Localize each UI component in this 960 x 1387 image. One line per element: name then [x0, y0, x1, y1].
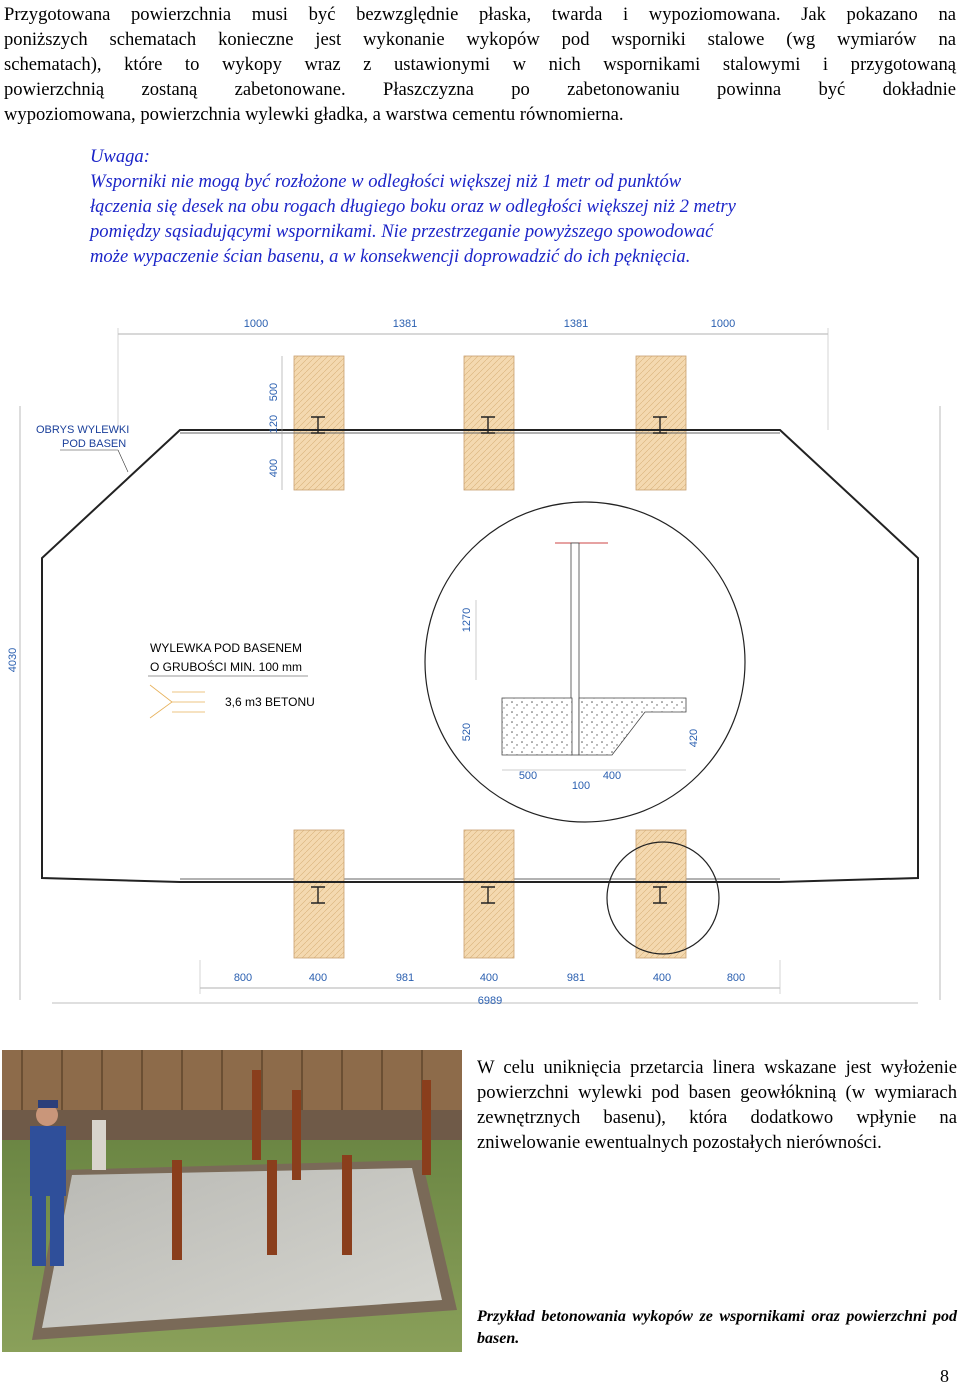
warning-line: Wsporniki nie mogą być rozłożone w odległości większej niż 1 metr od punktów — [90, 171, 682, 192]
intro-paragraph — [4, 2, 956, 127]
slab-outline — [42, 430, 918, 882]
top-dim-2: 1381 — [392, 318, 418, 330]
detail-circle — [425, 502, 745, 822]
intro-line: Przygotowana powierzchnia musi być bezwzględnie płaska, twarda i wypoziomowana. Jak pokazano na — [4, 4, 956, 25]
bottom-dim-5: 981 — [566, 972, 586, 984]
footing-depth-dim: 520 — [461, 722, 473, 742]
height-dim: 4030 — [7, 647, 19, 673]
concrete-volume-label: 3,6 m3 BETONU — [225, 695, 315, 709]
footings-top — [294, 356, 686, 490]
slab-label-line1: WYLEWKA POD BASENEM — [150, 641, 303, 655]
slab-depth-dim: 420 — [688, 728, 700, 748]
top-dim-1: 1000 — [243, 318, 269, 330]
post-height-dim: 1270 — [461, 607, 473, 633]
warning-note — [90, 144, 890, 269]
top-dim-3: 1381 — [563, 318, 589, 330]
outline-label-line1: OBRYS WYLEWKI — [36, 424, 130, 436]
post-section-detail — [461, 543, 700, 792]
warning-line: może wypaczenie ścian basenu, a w konsekwencji doprowadzić do ich pęknięcia. — [90, 246, 691, 267]
top-dim-4: 1000 — [710, 318, 736, 330]
intro-line: schematach), które to wykopy wraz z ustawionymi w nich wspornikami stalowymi i przygotowaną — [4, 54, 956, 75]
warning-line: pomiędzy sąsiadującymi wspornikami. Nie przestrzeganie powyższego spowodować — [90, 221, 714, 242]
left-dim-2: 120 — [268, 414, 280, 434]
foundation-plan-diagram — [0, 300, 960, 1010]
left-dim-3: 400 — [268, 458, 280, 478]
intro-line: poniższych schematach konieczne jest wykonanie wykopów pod wsporniki stalowe (wg wymiarów na — [4, 29, 956, 50]
post-width-dim: 100 — [571, 780, 591, 792]
total-width-dim: 6989 — [477, 995, 503, 1007]
bottom-dim-7: 800 — [726, 972, 746, 984]
warning-line: łączenia się desek na obu rogach długiego boku oraz w odległości większej niż 2 metry — [90, 196, 736, 217]
bottom-dim-2: 400 — [308, 972, 328, 984]
left-dim-1: 500 — [268, 382, 280, 402]
page-number: 8 — [940, 1366, 949, 1386]
slab-width-dim: 400 — [602, 770, 622, 782]
intro-line: wypoziomowana, powierzchnia wylewki gładka, a warstwa cementu równomierna. — [4, 104, 624, 125]
bottom-dim-1: 800 — [233, 972, 253, 984]
warning-heading: Uwaga: — [90, 146, 150, 167]
concrete-symbol — [150, 685, 205, 718]
footings-bottom — [294, 830, 686, 958]
bottom-dim-6: 400 — [652, 972, 672, 984]
concrete-slab-photo — [2, 1050, 462, 1352]
outline-label-line2: POD BASEN — [62, 438, 127, 450]
bottom-dim-4: 400 — [479, 972, 499, 984]
slab-label-line2: O GRUBOŚCI MIN. 100 mm — [150, 660, 303, 674]
photo-caption: Przykład betonowania wykopów ze wspornikami oraz powierzchni pod basen. — [477, 1308, 957, 1347]
bottom-dimension-line — [52, 960, 918, 1007]
footing-width-dim: 500 — [518, 770, 538, 782]
geotextile-paragraph: W celu uniknięcia przetarcia linera wskazane jest wyłożenie powierzchni wylewki pod basen geowłókniną (w wymiarach zewnętrznych basenu), która dodatkowo wpłynie na zniwelowanie ewentualnych pozostałych nierówności. — [477, 1057, 957, 1153]
intro-line: powierzchnią zostaną zabetonowane. Płaszczyzna po zabetonowaniu powinna być dokładnie — [4, 79, 956, 100]
bottom-dim-3: 981 — [395, 972, 415, 984]
